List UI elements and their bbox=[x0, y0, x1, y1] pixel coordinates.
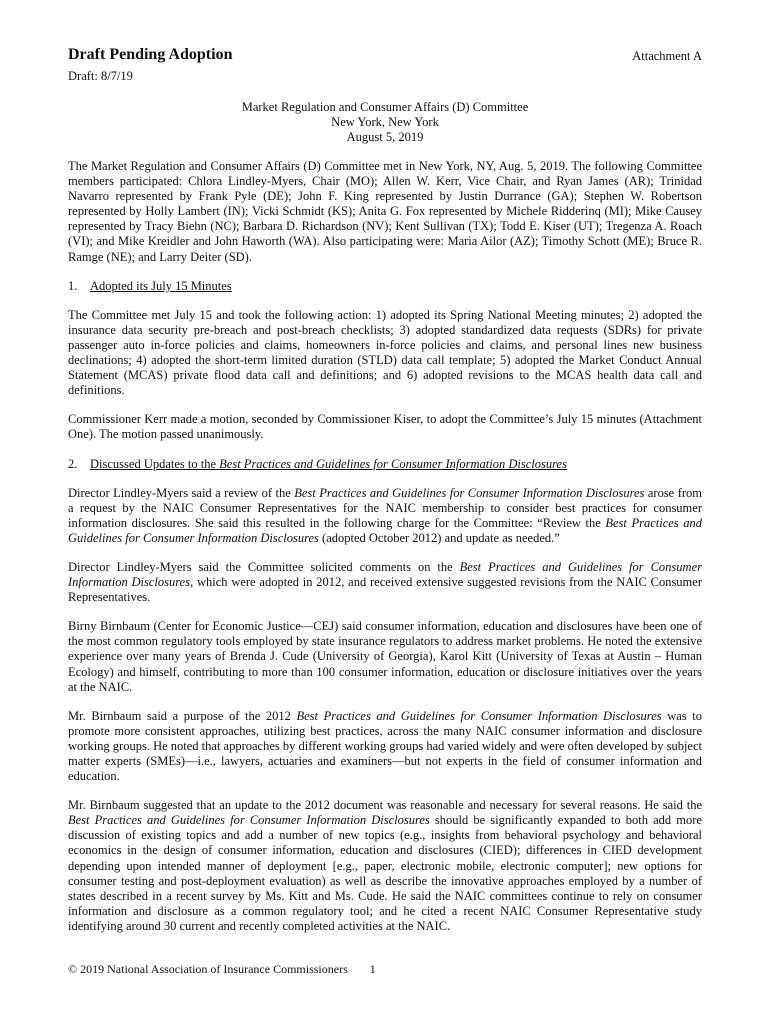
committee-name: Market Regulation and Consumer Affairs (D) Committee bbox=[241, 100, 529, 114]
meeting-location: New York, New York bbox=[331, 115, 439, 129]
text-run: (adopted October 2012) and update as needed.” bbox=[318, 530, 560, 545]
text-run: Director Lindley-Myers said a review of the bbox=[68, 485, 295, 500]
section-2-paragraph-2 bbox=[68, 560, 702, 605]
section-2-paragraph-4 bbox=[68, 709, 702, 784]
text-run: was to promote more consistent approaches, utilizing best practices, across the many NAIC consumer information and disclosure working groups. He noted that approaches by different working groups had varied widely and were often developed by subject matter experts (SMEs)—i.e., lawyers, actuaries and examiners—but not experts in the field of consumer information and education. bbox=[68, 708, 702, 784]
section-1-paragraph-1: The Committee met July 15 and took the following action: 1) adopted its Spring National Meeting minutes; 2) adopted the insurance data security pre-breach and post-breach checklists; 3) adopted standardized data requests (SDRs) for private passenger auto in-force policies and claims, homeowners in-force policies and claims, and personal lines new business declinations; 4) adopted the short-term limited duration (STLD) data call template; 5) adopted the Market Conduct Annual Statement (MCAS) private flood data call and definitions; and 6) adopted revisions to the MCAS health data call and definitions. bbox=[68, 307, 702, 398]
section-2-paragraph-5 bbox=[68, 798, 702, 934]
document-title-italic: Best Practices and Guidelines for Consumer Information Disclosures bbox=[68, 559, 702, 590]
section-number: 1. bbox=[68, 278, 78, 293]
text-run: arose from a request by the NAIC Consumer Representatives for the NAIC membership to consider best practices for consumer information disclosures. She said this resulted in the following charge for the Committee: “Review the bbox=[68, 485, 702, 530]
section-title: Adopted its July 15 Minutes bbox=[90, 278, 232, 293]
text-run: , which were adopted in 2012, and received extensive suggested revisions from the NAIC Consumer Representatives. bbox=[68, 575, 702, 605]
page-number: 1 bbox=[369, 962, 376, 976]
copyright-notice: © 2019 National Association of Insurance Commissioners bbox=[68, 962, 348, 976]
attachment-label: Attachment A bbox=[632, 49, 702, 63]
text-run: Director Lindley-Myers said the Committee solicited comments on the bbox=[68, 559, 460, 574]
text-run: Mr. Birnbaum suggested that an update to the 2012 document was reasonable and necessary for several reasons. He said the bbox=[68, 798, 702, 813]
page-footer bbox=[68, 962, 376, 977]
section-title-italic: Best Practices and Guidelines for Consumer Information Disclosures bbox=[219, 456, 567, 471]
section-1-paragraph-2: Commissioner Kerr made a motion, seconded by Commissioner Kiser, to adopt the Committee’s July 15 minutes (Attachment One). The motion passed unanimously. bbox=[68, 412, 702, 442]
minutes-body bbox=[68, 159, 702, 948]
intro-paragraph: The Market Regulation and Consumer Affairs (D) Committee met in New York, NY, Aug. 5, 2019. The following Committee members participated: Chlora Lindley-Myers, Chair (MO); Allen W. Kerr, Vice Chair, and Ryan James (AR); Trinidad Navarro represented by Frank Pyle (DE); John F. King represented by Justin Durrance (GA); Stephen W. Robertson represented by Holly Lambert (IN); Vicki Schmidt (KS); Anita G. Fox represented by Michele Ridderinq (MI); Mike Causey represented by Tracy Biehn (NC); Barbara D. Richardson (NV); Kent Sullivan (TX); Todd E. Kiser (UT); Tregenza A. Roach (VI); and Mike Kreidler and John Haworth (WA). Also participating were: Maria Ailor (AZ); Timothy Schott (ME); Bruce R. Ramge (NE); and Larry Deiter (SD). bbox=[68, 159, 702, 264]
meeting-date: August 5, 2019 bbox=[346, 130, 424, 144]
document-title-italic: Best Practices and Guidelines for Consumer Information Disclosures bbox=[68, 515, 702, 545]
draft-status-title: Draft Pending Adoption bbox=[68, 46, 233, 63]
section-2-paragraph-1 bbox=[68, 486, 702, 546]
section-1-heading bbox=[68, 279, 702, 294]
text-run: should be significantly expanded to both add more discussion of existing topics and add a number of new topics (e.g., insights from behavioral psychology and behavioral economics in the design of consumer information, education and disclosures (CIED); differences in CIED development depending upon intended manner of deployment [e.g., paper, electronic mobile, electronic computer]; new options for consumer testing and post-deployment evaluation) as well as describe the innovative approaches employed by a number of states described in a recent survey by Ms. Kitt and Ms. Cude. He said the NAIC committees continue to rely on consumer information and disclosure as a common regulatory tool; and he cited a recent NAIC Consumer Representative study identifying around 30 current and recently completed activities at the NAIC. bbox=[68, 813, 702, 933]
section-number: 2. bbox=[68, 456, 78, 471]
document-title-italic: Best Practices and Guidelines for Consumer Information Disclosures bbox=[294, 485, 645, 500]
document-title-italic: Best Practices and Guidelines for Consumer Information Disclosures bbox=[296, 708, 662, 723]
section-2-heading bbox=[68, 457, 702, 472]
draft-date: Draft: 8/7/19 bbox=[68, 69, 133, 83]
section-title bbox=[90, 457, 567, 471]
meeting-header bbox=[0, 100, 770, 145]
section-title-prefix: Discussed Updates to the bbox=[90, 456, 220, 471]
document-title-italic: Best Practices and Guidelines for Consumer Information Disclosures bbox=[68, 813, 430, 828]
text-run: Mr. Birnbaum said a purpose of the 2012 bbox=[68, 708, 297, 723]
section-2-paragraph-3: Birny Birnbaum (Center for Economic Justice—CEJ) said consumer information, education and disclosures have been one of the most common regulatory tools employed by state insurance regulators to address market problems. He noted the extensive experience over many years of Brenda J. Cude (University of Georgia), Karol Kitt (University of Texas at Austin – Human Ecology) and himself, contributing to more than 100 consumer information, education or disclosure initiatives over the years at the NAIC. bbox=[68, 619, 702, 694]
